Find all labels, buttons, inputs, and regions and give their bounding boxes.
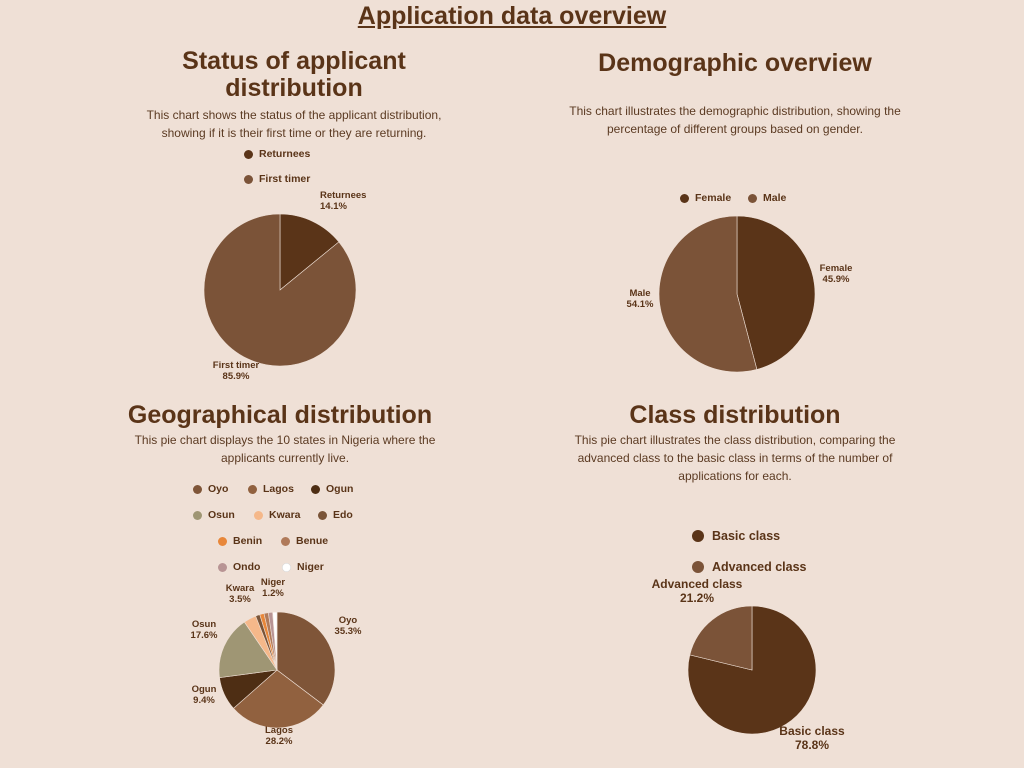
- legend-label: Kwara: [269, 509, 301, 521]
- legend-label: Benin: [233, 535, 263, 547]
- legend-label: Oyo: [208, 483, 229, 495]
- class-chart-title: Class distribution: [629, 401, 841, 429]
- geographical-chart-title: Geographical distribution: [127, 401, 433, 429]
- legend-label: Male: [763, 192, 787, 204]
- class-chart-description: This pie chart illustrates the class distribution, comparing the advanced class to the basic class in terms of the number of applications for each.: [574, 433, 896, 483]
- slice-label-female: Female 45.9%: [819, 263, 853, 285]
- slice-label-niger: Niger 1.2%: [260, 577, 286, 599]
- status-chart-description: This chart shows the status of the applicant distribution, showing if it is their first time or they are returning.: [146, 108, 442, 140]
- legend-label: Ondo: [233, 561, 261, 573]
- legend-label: Edo: [333, 509, 353, 521]
- legend-label: Basic class: [712, 529, 781, 543]
- legend-label: Lagos: [263, 483, 294, 495]
- geographical-chart-description: This pie chart displays the 10 states in Nigeria where the applicants currently live.: [134, 433, 436, 465]
- slice-label-returnees: Returnees 14.1%: [320, 190, 367, 212]
- legend-label: First timer: [259, 173, 311, 185]
- slice-label-male: Male 54.1%: [626, 288, 654, 310]
- legend-label: Female: [695, 192, 732, 204]
- slice-label-ogun: Ogun 9.4%: [191, 684, 217, 706]
- status-chart-title: Status of applicant distribution: [182, 47, 406, 102]
- legend-label: Osun: [208, 509, 235, 521]
- slice-label-kwara: Kwara 3.5%: [225, 583, 255, 605]
- legend-label: Benue: [296, 535, 329, 547]
- legend-label: Ogun: [326, 483, 354, 495]
- demographic-chart-title: Demographic overview: [598, 49, 872, 77]
- slice-label-osun: Osun 17.6%: [190, 619, 218, 641]
- legend-label: Advanced class: [712, 560, 807, 574]
- slice-label-first-timer: First timer 85.9%: [212, 360, 260, 382]
- slice-label-advanced-class: Advanced class 21.2%: [651, 577, 743, 605]
- slice-label-basic-class: Basic class 78.8%: [779, 724, 845, 752]
- demographic-chart-description: This chart illustrates the demographic distribution, showing the percentage of different groups based on gender.: [569, 104, 901, 136]
- slice-label-lagos: Lagos 28.2%: [265, 725, 293, 747]
- legend-label: Returnees: [259, 148, 311, 160]
- legend-label: Niger: [297, 561, 324, 573]
- page-title: Application data overview: [357, 2, 667, 30]
- slice-label-oyo: Oyo 35.3%: [334, 615, 362, 637]
